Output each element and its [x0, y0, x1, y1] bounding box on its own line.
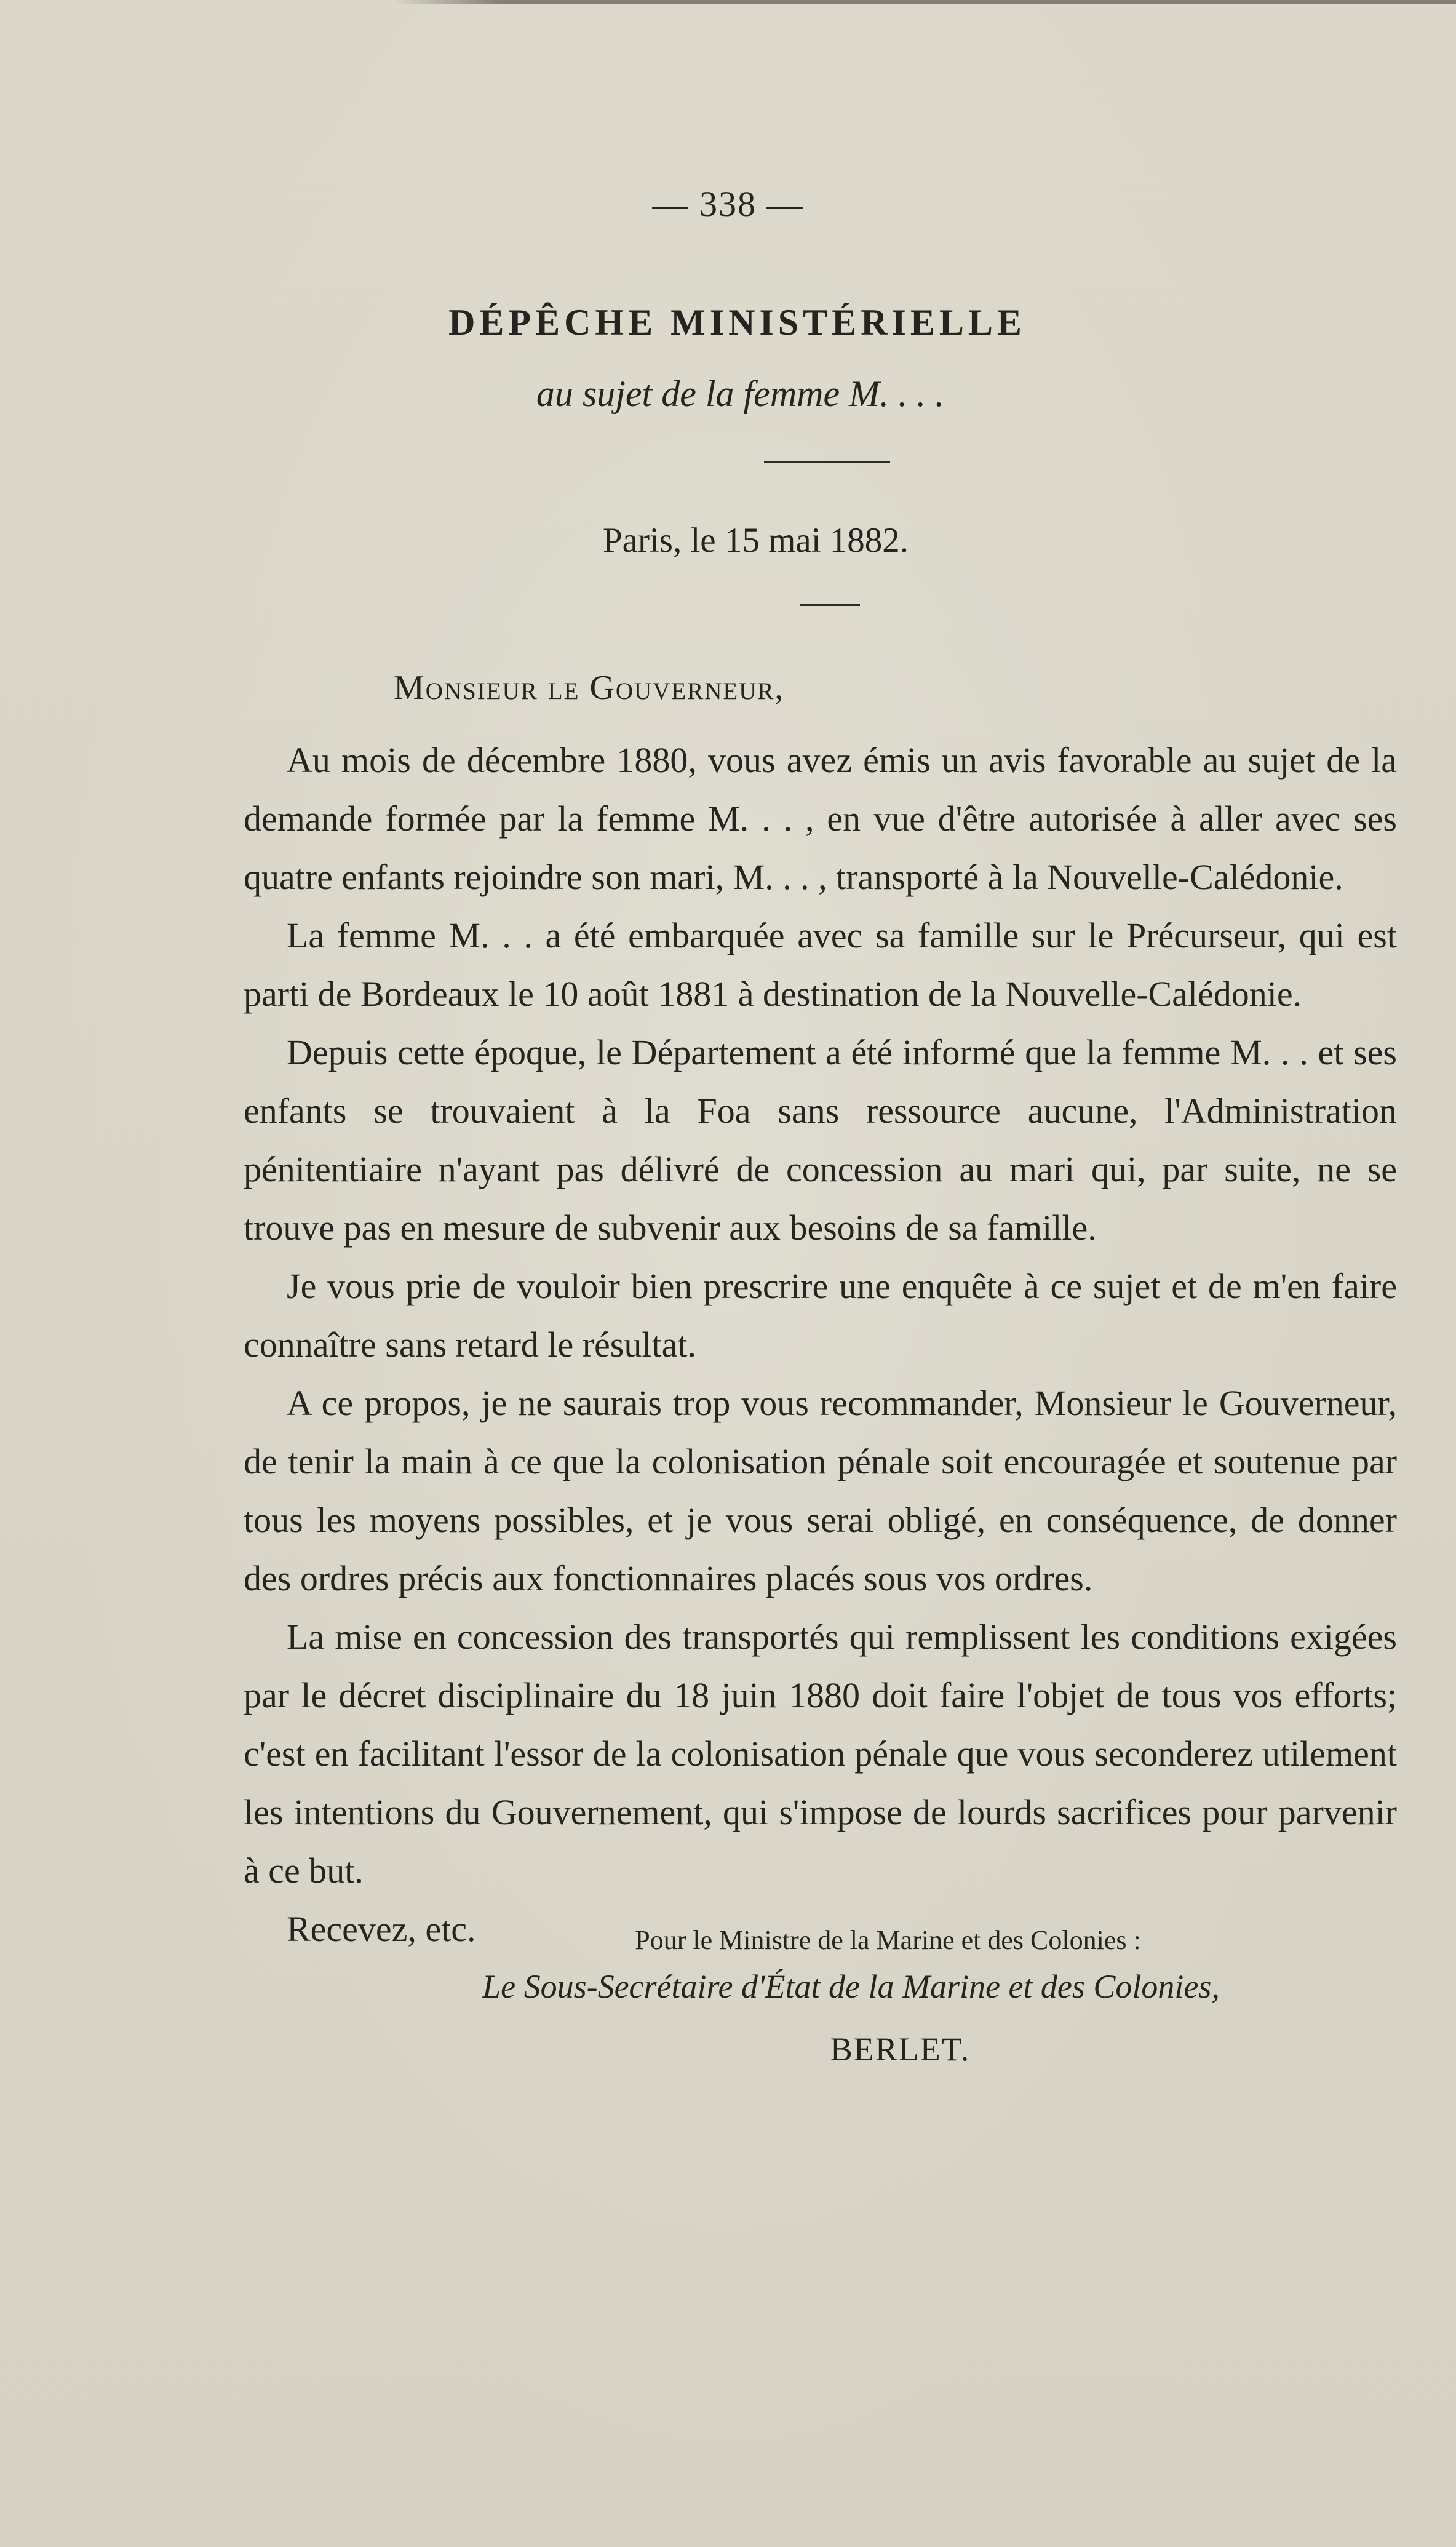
- letter-body: [244, 731, 1397, 1958]
- date-divider: [800, 604, 860, 606]
- paragraph: Au mois de décembre 1880, vous avez émis un avis favorable au sujet de la demande formée par la femme M. . . , en vue d'être autorisée à aller avec ses quatre enfants rejoindre son mari, M. . . , transporté à la Nouvelle-Calédonie.: [244, 740, 1397, 897]
- paragraph: Depuis cette époque, le Département a été informé que la femme M. . . et ses enfants se trouvaient à la Foa sans ressource aucune, l'Administration pénitentiaire n'ayant pas délivré de concession au mari qui, par suite, ne se trouve pas en mesure de subvenir aux besoins de sa famille.: [244, 1032, 1397, 1248]
- paragraph: Je vous prie de vouloir bien prescrire une enquête à ce sujet et de m'en faire connaître sans retard le résultat.: [244, 1266, 1397, 1365]
- document-title: DÉPÊCHE MINISTÉRIELLE: [448, 302, 1026, 343]
- paragraph: La femme M. . . a été embarquée avec sa famille sur le Précurseur, qui est parti de Bordeaux le 10 août 1881 à destination de la Nouvelle-Calédonie.: [244, 915, 1397, 1014]
- title-divider: [764, 461, 890, 463]
- paragraph: A ce propos, je ne saurais trop vous recommander, Monsieur le Gouverneur, de tenir la main à ce que la colonisation pénale soit encouragée et soutenue par tous les moyens possibles, et je vous serai obligé, en conséquence, de donner des ordres précis aux fonctionnaires placés sous vos ordres.: [244, 1383, 1397, 1598]
- dateline: Paris, le 15 mai 1882.: [602, 521, 909, 560]
- signature-name: BERLET.: [830, 2031, 971, 2068]
- document-subtitle: au sujet de la femme M. . . .: [536, 373, 945, 414]
- signature-title: Le Sous-Secrétaire d'État de la Marine et des Colonies,: [482, 1968, 1220, 2005]
- page-number: — 338 —: [652, 184, 804, 224]
- page-top-edge: [394, 0, 1456, 4]
- salutation: Monsieur le Gouverneur,: [394, 669, 785, 707]
- signature-on-behalf: Pour le Ministre de la Marine et des Colonies :: [635, 1925, 1141, 1955]
- paragraph: La mise en concession des transportés qui remplissent les conditions exigées par le décret disciplinaire du 18 juin 1880 doit faire l'objet de tous vos efforts; c'est en facilitant l'essor de la colonisation pénale que vous seconderez utilement les intentions du Gouvernement, qui s'impose de lourds sacrifices pour parvenir à ce but.: [244, 1617, 1397, 1891]
- paragraph: Recevez, etc.: [287, 1909, 476, 1949]
